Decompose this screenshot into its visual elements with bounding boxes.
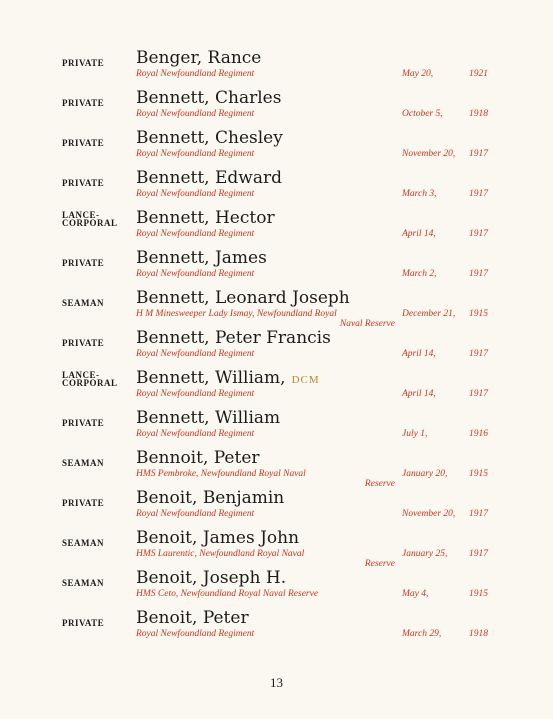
entry-row	[0, 367, 553, 407]
entry-row	[0, 487, 553, 527]
death-date-year: 1915	[469, 309, 488, 319]
rank-label	[62, 247, 132, 269]
death-date-day: January 25,	[402, 549, 448, 559]
death-date-day: March 29,	[402, 629, 442, 639]
soldier-name-text: Benoit, Joseph H.	[136, 568, 287, 588]
soldier-name	[136, 87, 281, 109]
death-date	[402, 349, 488, 359]
unit-text	[136, 389, 401, 399]
soldier-name	[136, 47, 261, 69]
unit-line: HMS Ceto, Newfoundland Royal Naval Reserve	[136, 589, 319, 599]
unit-text	[136, 109, 401, 119]
unit-text	[136, 69, 401, 79]
rank-line: SEAMAN	[62, 538, 105, 548]
death-date-day: April 14,	[402, 229, 436, 239]
entry-row	[0, 607, 553, 647]
rank-line: PRIVATE	[62, 178, 105, 188]
death-date	[402, 549, 488, 559]
entry-row	[0, 47, 553, 87]
unit-continuation: Reserve	[364, 559, 395, 569]
rank-line: PRIVATE	[62, 498, 105, 508]
entry-row	[0, 327, 553, 367]
death-date	[402, 589, 488, 599]
rank-label	[62, 527, 132, 549]
rank-line: PRIVATE	[62, 618, 105, 628]
unit-text	[136, 429, 401, 439]
soldier-name-text: Bennett, Peter Francis	[136, 328, 331, 348]
death-date-day: January 20,	[402, 469, 448, 479]
death-date-year: 1915	[469, 589, 488, 599]
soldier-name-text: Bennett, Charles	[136, 88, 282, 108]
soldier-name	[136, 127, 283, 149]
soldier-name-text: Bennett, Hector	[136, 208, 275, 228]
unit-line: Royal Newfoundland Regiment	[136, 189, 255, 199]
entry-row	[0, 247, 553, 287]
death-date-day: November 20,	[402, 149, 456, 159]
death-date-day: October 5,	[402, 109, 443, 119]
death-date-year: 1921	[469, 69, 488, 79]
unit-continuation: Reserve	[364, 479, 395, 489]
unit-text	[136, 629, 401, 639]
death-date-year: 1917	[469, 509, 488, 519]
unit-line: H M Minesweeper Lady Ismay, Newfoundland Royal	[136, 309, 337, 319]
entry-row	[0, 567, 553, 607]
soldier-name	[136, 167, 282, 189]
rank-line: SEAMAN	[62, 298, 105, 308]
soldier-name	[136, 327, 331, 349]
rank-line: LANCE-	[62, 210, 100, 220]
unit-line: Royal Newfoundland Regiment	[136, 629, 255, 639]
soldier-name-text: Bennett, William,	[136, 368, 286, 388]
death-date-year: 1917	[469, 269, 488, 279]
entry-row	[0, 407, 553, 447]
death-date	[402, 229, 488, 239]
death-date-day: April 14,	[402, 389, 436, 399]
rank-label	[62, 47, 132, 69]
soldier-name-text: Bennett, Edward	[136, 168, 282, 188]
death-date-day: December 21,	[402, 309, 456, 319]
soldier-name	[136, 407, 280, 429]
death-date-year: 1916	[469, 429, 488, 439]
death-date-year: 1918	[469, 629, 488, 639]
unit-text	[136, 469, 401, 489]
death-date	[402, 149, 488, 159]
death-date	[402, 269, 488, 279]
soldier-name	[136, 487, 284, 509]
rank-line: PRIVATE	[62, 98, 105, 108]
soldier-name	[136, 527, 299, 549]
death-date	[402, 109, 488, 119]
unit-text	[136, 229, 401, 239]
rank-label	[62, 127, 132, 149]
death-date-year: 1918	[469, 109, 488, 119]
rank-label	[62, 567, 132, 589]
death-date-year: 1917	[469, 149, 488, 159]
rank-line: LANCE-	[62, 370, 100, 380]
death-date	[402, 509, 488, 519]
soldier-name	[136, 367, 320, 389]
rank-label	[62, 287, 132, 309]
unit-line: Royal Newfoundland Regiment	[136, 429, 255, 439]
rank-line: CORPORAL	[62, 378, 118, 388]
rank-label	[62, 327, 132, 349]
unit-text	[136, 349, 401, 359]
rank-line: PRIVATE	[62, 338, 105, 348]
death-date-day: April 14,	[402, 349, 436, 359]
death-date-year: 1917	[469, 549, 488, 559]
unit-text	[136, 309, 401, 329]
death-date	[402, 309, 488, 319]
rank-line: SEAMAN	[62, 458, 105, 468]
entry-row	[0, 527, 553, 567]
unit-text	[136, 509, 401, 519]
entry-row	[0, 87, 553, 127]
rank-line: PRIVATE	[62, 258, 105, 268]
death-date	[402, 469, 488, 479]
entry-row	[0, 287, 553, 327]
entry-row	[0, 167, 553, 207]
soldier-name-text: Benger, Rance	[136, 48, 262, 68]
unit-line: Royal Newfoundland Regiment	[136, 69, 255, 79]
soldier-name	[136, 607, 249, 629]
death-date	[402, 69, 488, 79]
soldier-name	[136, 287, 350, 309]
soldier-name	[136, 447, 260, 469]
death-date-year: 1917	[469, 229, 488, 239]
soldier-name-text: Benoit, Peter	[136, 608, 249, 628]
death-date-year: 1917	[469, 389, 488, 399]
rank-label	[62, 87, 132, 109]
death-date	[402, 429, 488, 439]
unit-line: HMS Laurentic, Newfoundland Royal Naval	[136, 549, 305, 559]
soldier-name-text: Bennett, James	[136, 248, 267, 268]
rank-label	[62, 607, 132, 629]
unit-line: Royal Newfoundland Regiment	[136, 269, 255, 279]
death-date-year: 1917	[469, 189, 488, 199]
unit-line: Royal Newfoundland Regiment	[136, 149, 255, 159]
rank-label	[62, 447, 132, 469]
death-date	[402, 189, 488, 199]
death-date-day: July 1,	[402, 429, 428, 439]
death-date-year: 1915	[469, 469, 488, 479]
death-date-day: November 20,	[402, 509, 456, 519]
unit-line: Royal Newfoundland Regiment	[136, 389, 255, 399]
unit-line: HMS Pembroke, Newfoundland Royal Naval	[136, 469, 306, 479]
rank-label	[62, 367, 132, 389]
page-number: 13	[270, 675, 283, 690]
unit-text	[136, 149, 401, 159]
rank-line: PRIVATE	[62, 418, 105, 428]
unit-text	[136, 189, 401, 199]
death-date-day: May 4,	[402, 589, 429, 599]
rank-label	[62, 407, 132, 429]
entry-row	[0, 207, 553, 247]
unit-continuation: Naval Reserve	[339, 319, 395, 329]
soldier-name-text: Bennoit, Peter	[136, 448, 260, 468]
soldier-name	[136, 567, 286, 589]
honour-badge: DCM	[291, 374, 320, 386]
rank-line: PRIVATE	[62, 138, 105, 148]
death-date-day: March 2,	[402, 269, 437, 279]
unit-line: Royal Newfoundland Regiment	[136, 229, 255, 239]
entry-row	[0, 447, 553, 487]
unit-line: Royal Newfoundland Regiment	[136, 509, 255, 519]
soldier-name-text: Bennett, Chesley	[136, 128, 283, 148]
death-date-day: May 20,	[402, 69, 434, 79]
unit-text	[136, 549, 401, 569]
death-date	[402, 629, 488, 639]
death-date-day: March 3,	[402, 189, 437, 199]
soldier-name	[136, 207, 275, 229]
soldier-name-text: Benoit, Benjamin	[136, 488, 285, 508]
rank-label	[62, 487, 132, 509]
unit-text	[136, 269, 401, 279]
rank-line: CORPORAL	[62, 218, 118, 228]
soldier-name-text: Benoit, James John	[136, 528, 300, 548]
rank-line: PRIVATE	[62, 58, 105, 68]
unit-text	[136, 589, 401, 599]
unit-line: Royal Newfoundland Regiment	[136, 109, 255, 119]
death-date-year: 1917	[469, 349, 488, 359]
rank-label	[62, 207, 132, 229]
soldier-name-text: Bennett, Leonard Joseph	[136, 288, 350, 308]
soldier-name	[136, 247, 267, 269]
death-date	[402, 389, 488, 399]
rank-label	[62, 167, 132, 189]
entry-row	[0, 127, 553, 167]
soldier-name-text: Bennett, William	[136, 408, 281, 428]
rank-line: SEAMAN	[62, 578, 105, 588]
unit-line: Royal Newfoundland Regiment	[136, 349, 255, 359]
